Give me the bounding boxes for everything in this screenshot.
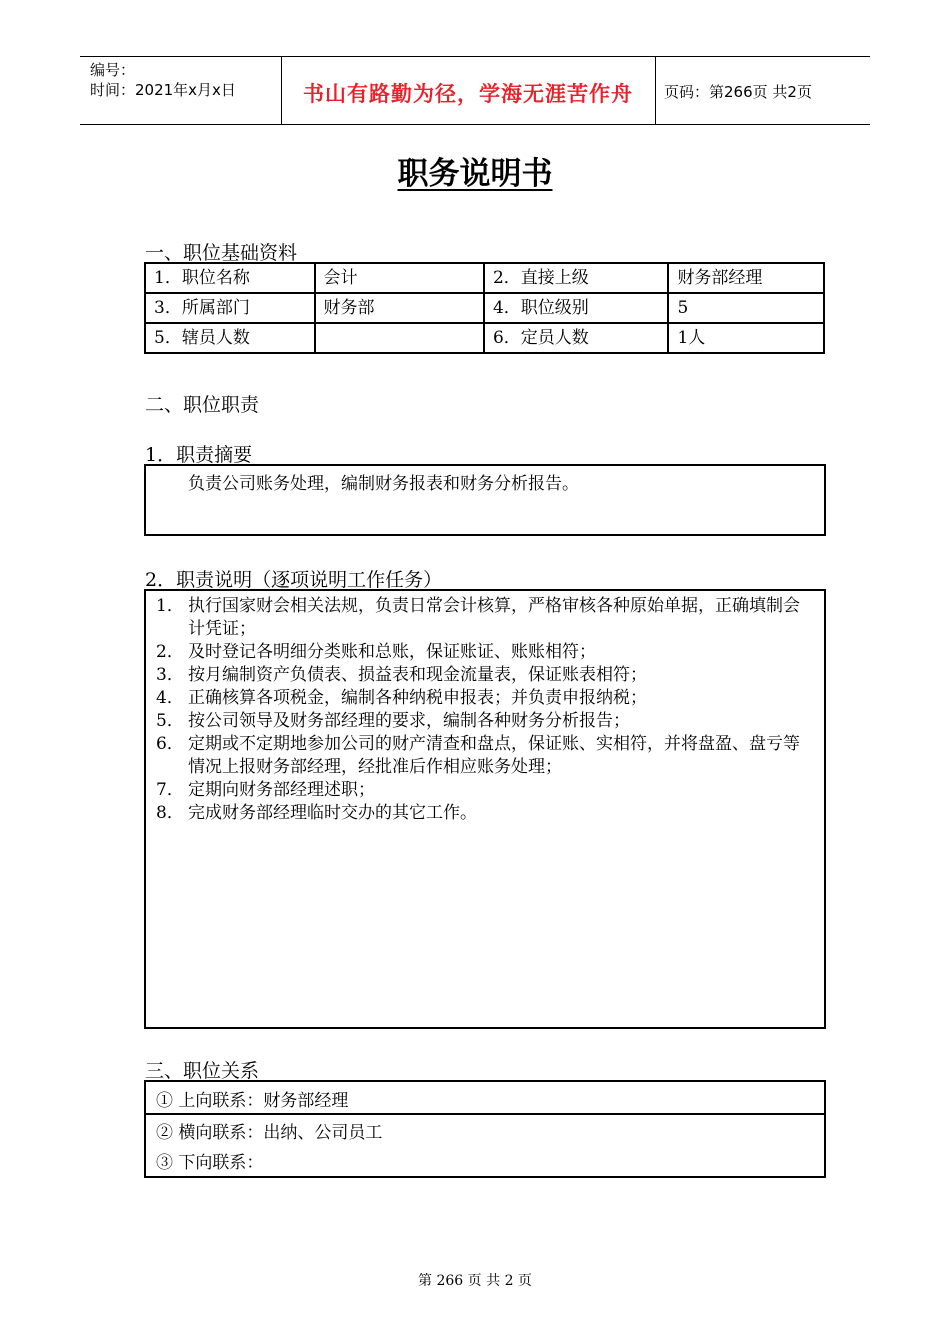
- duty-number: 8．: [156, 803, 184, 823]
- summary-text: 负责公司账务处理，编制财务报表和财务分析报告。: [188, 474, 579, 494]
- list-item: [156, 779, 802, 802]
- section3-heading: 三、职位关系: [145, 1060, 260, 1082]
- list-item: [156, 641, 802, 664]
- duty-number: 7．: [156, 780, 184, 800]
- list-item: [156, 802, 802, 825]
- header-divider-right: [655, 57, 656, 124]
- table-cell: 1．职位名称: [145, 263, 315, 293]
- table-cell: 3．所属部门: [145, 293, 315, 323]
- section2-heading: 二、职位职责: [145, 394, 260, 416]
- duty-number: 6．: [156, 734, 184, 754]
- header-top-rule: [80, 56, 870, 57]
- duty-text: 按月编制资产负债表、损益表和现金流量表，保证账表相符；: [188, 665, 647, 685]
- list-item: [156, 733, 802, 779]
- list-item: [156, 664, 802, 687]
- table-cell: 1人: [668, 323, 824, 353]
- duty-text: 按公司领导及财务部经理的要求，编制各种财务分析报告；: [188, 711, 630, 731]
- duty-number: 5．: [156, 711, 184, 731]
- basic-info-table: [144, 262, 825, 354]
- summary-heading: 1．职责摘要: [145, 444, 253, 466]
- page-footer: 第 266 页 共 2 页: [418, 1273, 532, 1289]
- table-cell: 5: [668, 293, 824, 323]
- header-bottom-rule: [80, 124, 870, 125]
- relation-lateral: ② 横向联系：出纳、公司员工: [156, 1123, 383, 1143]
- table-row: [145, 293, 824, 323]
- relations-divider: [146, 1113, 824, 1115]
- duty-number: 4．: [156, 688, 184, 708]
- duty-text: 及时登记各明细分类账和总账，保证账证、账账相符；: [188, 642, 596, 662]
- table-cell: 财务部经理: [668, 263, 824, 293]
- table-cell: 会计: [315, 263, 484, 293]
- table-cell: 4．职位级别: [484, 293, 668, 323]
- relations-box: [144, 1080, 826, 1178]
- relation-upward: ① 上向联系：财务部经理: [156, 1091, 349, 1111]
- duty-number: 3．: [156, 665, 184, 685]
- table-cell: 5．辖员人数: [145, 323, 315, 353]
- table-cell: 6．定员人数: [484, 323, 668, 353]
- section1-heading: 一、职位基础资料: [145, 242, 298, 264]
- duty-text: 定期或不定期地参加公司的财产清查和盘点，保证账、实相符，并将盘盈、盘亏等情况上报财务部经理，经批准后作相应账务处理；: [188, 734, 800, 777]
- code-label: 编号：: [90, 61, 136, 79]
- duty-number: 2．: [156, 642, 184, 662]
- table-row: [145, 323, 824, 353]
- list-item: [156, 595, 802, 641]
- relation-downward: ③ 下向联系：: [156, 1153, 264, 1173]
- duty-text: 完成财务部经理临时交办的其它工作。: [188, 803, 477, 823]
- time-label: 时间：2021年x月x日: [90, 81, 236, 99]
- table-cell: 财务部: [315, 293, 484, 323]
- table-cell: 2．直接上级: [484, 263, 668, 293]
- table-row: [145, 263, 824, 293]
- duty-number: 1．: [156, 596, 184, 616]
- header-motto: 书山有路勤为径，学海无涯苦作舟: [303, 82, 633, 106]
- duties-box: [144, 589, 826, 1029]
- header-meta: [90, 60, 236, 100]
- list-item: [156, 687, 802, 710]
- duty-text: 定期向财务部经理述职；: [188, 780, 375, 800]
- table-cell: [315, 323, 484, 353]
- list-item: [156, 710, 802, 733]
- duty-text: 正确核算各项税金，编制各种纳税申报表；并负责申报纳税；: [188, 688, 647, 708]
- duties-heading: 2．职责说明（逐项说明工作任务）: [145, 569, 443, 591]
- duty-text: 执行国家财会相关法规，负责日常会计核算，严格审核各种原始单据，正确填制会计凭证；: [188, 596, 800, 639]
- header-page-label: 页码：第266页 共2页: [664, 83, 812, 101]
- document-title: 职务说明书: [397, 156, 553, 192]
- summary-box: [144, 464, 826, 536]
